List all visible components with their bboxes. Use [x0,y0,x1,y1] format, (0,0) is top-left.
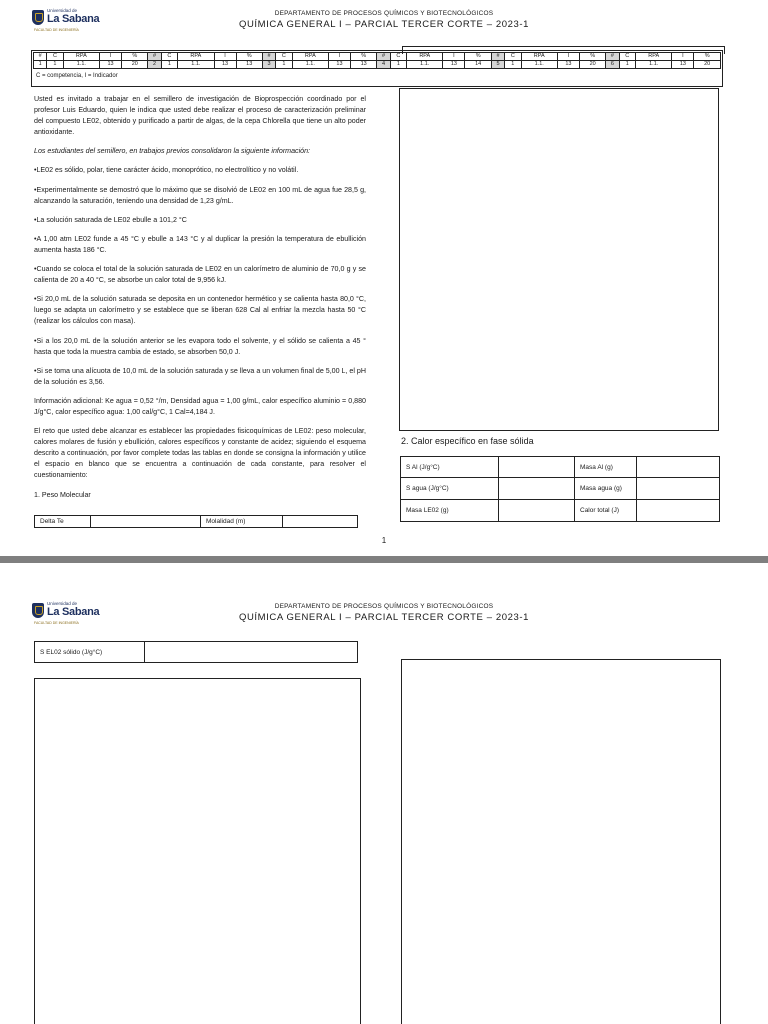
competency-header-cell: % [122,53,148,61]
s-le02-table [34,641,358,663]
logo-tagline: FACULTAD DE INGENIERÍA [34,28,79,32]
competency-header-cell: RPA [178,53,214,61]
statement-paragraph: •LE02 es sólido, polar, tiene carácter ácido, monoprótico, no electrolítico y no volátil. [34,166,299,175]
competency-value-cell: 14 [465,61,491,69]
competency-value-cell: 1 [161,61,178,69]
competency-value-cell: 13 [557,61,579,69]
competency-header-cell: I [443,53,465,61]
s-agua-input[interactable] [499,478,575,500]
competency-value-cell: 1 [619,61,636,69]
peso-molecular-table [34,515,358,528]
competency-header-cell: # [34,53,47,61]
competency-value-cell: 5 [491,61,504,69]
s-le02-label: S EL02 sólido (J/g°C) [35,642,145,663]
logo-tagline: FACULTAD DE INGENIERÍA [34,621,79,625]
page-number: 1 [381,536,387,545]
competency-header-cell: RPA [292,53,328,61]
competency-header-cell: % [236,53,262,61]
statement-paragraph: Usted es invitado a trabajar en el semillero de investigación de Bioprospección coordinado por el profesor Luis Eduardo, quien le indica que usted debe realizar el proceso de caracterización preliminar del compuesto LE02, obtenido y purificado a partir de algas, de la cepa Chlorella que tiene un alto poder antioxidante. [34,95,366,137]
competency-value-cell: 6 [606,61,619,69]
masa-al-label: Masa Al (g) [575,457,637,478]
competency-header-cell: C [390,53,407,61]
calor-especifico-table [400,456,720,522]
section-2-title: 2. Calor específico en fase sólida [401,436,534,446]
masa-agua-label: Masa agua (g) [575,478,637,500]
competency-value-cell: 4 [377,61,390,69]
logo-name: La Sabana [47,13,100,25]
s-al-label: S Al (J/g°C) [401,457,499,478]
competency-note: C = competencia, I = Indicador [36,73,118,79]
competency-value-cell: 1.1. [63,61,99,69]
exam-title: QUÍMICA GENERAL I – PARCIAL TERCER CORTE – 2023-1 [238,19,530,30]
calor-total-label: Calor total (J) [575,500,637,522]
molalidad-label: Molalidad (m) [201,516,283,528]
statement-paragraph: •Si a los 20,0 mL de la solución anterior se les evapora todo el solvente, y el sólido se calienta a 45 ° hasta que toda la muestra cambia de estado, se absorben 50,0 J. [34,336,366,356]
competency-value-cell: 13 [443,61,465,69]
competency-header-cell: RPA [63,53,99,61]
competency-value-cell: 13 [350,61,376,69]
competency-header-cell: # [148,53,161,61]
competency-value-cell: 2 [148,61,161,69]
logo-small-text: Universidad de [47,8,78,13]
competency-header-cell: % [579,53,605,61]
competency-header-cell: # [262,53,275,61]
competency-value-cell: 3 [262,61,275,69]
competency-value-cell: 13 [672,61,694,69]
competency-header-cell: I [557,53,579,61]
s-agua-label: S agua (J/g°C) [401,478,499,500]
statement-paragraph: Los estudiantes del semillero, en trabajos previos consolidaron la siguiente información: [34,147,311,156]
masa-al-input[interactable] [637,457,720,478]
competency-header-cell: I [100,53,122,61]
s-al-input[interactable] [499,457,575,478]
statement-paragraph: •Si se toma una alícuota de 10,0 mL de la solución saturada y se lleva a un volumen final de 5,00 L, el pH de la solución es 3,56. [34,366,366,386]
competency-header-cell: % [350,53,376,61]
competency-value-cell: 13 [328,61,350,69]
statement-paragraph: Información adicional: Ke agua = 0,52 °/m, Densidad agua = 1,00 g/mL, calor específico aluminio = 0,880 J/g°C, calor específico agua: 1,00 cal/g°C, 1 Cal=4,184 J. [34,396,366,416]
competency-header-cell: RPA [636,53,672,61]
competency-header-cell: I [328,53,350,61]
molalidad-input[interactable] [283,516,358,528]
competency-header-cell: % [694,53,721,61]
masa-le02-input[interactable] [499,500,575,522]
competency-value-cell: 1 [505,61,522,69]
competency-value-cell: 1 [47,61,64,69]
competency-header-cell: # [377,53,390,61]
competency-values-row [34,61,721,69]
competency-header-cell: C [505,53,522,61]
competency-table [33,52,721,69]
statement-paragraph: El reto que usted debe alcanzar es establecer las propiedades fisicoquímicas de LE02: peso molecular, calores molares de fusión y ebullición, calores específicos y constante de acidez; siguiendo el esquema descrito a continuación, por favor complete todas las tablas en donde se consigna la información y utilice el espacio en blanco que se encuentra a continuación de cada constante, para resolver el cuestionamiento: [34,427,366,480]
problem-statement [34,94,366,509]
competency-header-cell: # [606,53,619,61]
competency-value-cell: 1.1. [292,61,328,69]
competency-header-row [34,53,721,61]
competency-header-cell: RPA [407,53,443,61]
competency-header-cell: I [214,53,236,61]
competency-header-cell: I [672,53,694,61]
statement-paragraph: •Experimentalmente se demostró que lo máximo que se disolvió de LE02 en 100 mL de agua fue 28,5 g, alcanzando la saturación, teniendo una densidad de 1,23 g/mL. [34,185,366,205]
statement-paragraph: •A 1,00 atm LE02 funde a 45 °C y ebulle a 143 °C y al duplicar la presión la temperatura de ebullición aumenta hasta 186 °C. [34,234,366,254]
delta-te-input[interactable] [91,516,201,528]
statement-paragraph: 1. Peso Molecular [34,490,91,499]
statement-paragraph: •Si 20,0 mL de la solución saturada se deposita en un contenedor hermético y se calienta hasta 80,0 °C, luego se adapta un calorímetro y se establece que se liberan 628 Cal al enfriar la mezcla hasta 50 °C (realizar los cálculos con masa). [34,295,366,326]
competency-value-cell: 1.1. [407,61,443,69]
competency-value-cell: 20 [579,61,605,69]
competency-value-cell: 13 [214,61,236,69]
competency-value-cell: 1 [390,61,407,69]
competency-value-cell: 20 [694,61,721,69]
competency-header-cell: RPA [521,53,557,61]
department-name: DEPARTAMENTO DE PROCESOS QUÍMICOS Y BIOTECNOLÓGICOS [274,10,494,17]
competency-header-cell: # [491,53,504,61]
competency-value-cell: 1 [276,61,293,69]
competency-header-cell: C [619,53,636,61]
competency-header-cell: C [276,53,293,61]
department-name-page-2: DEPARTAMENTO DE PROCESOS QUÍMICOS Y BIOTECNOLÓGICOS [274,603,494,610]
competency-value-cell: 1 [34,61,47,69]
delta-te-label: Delta Te [35,516,91,528]
masa-agua-input[interactable] [637,478,720,500]
calor-total-input[interactable] [637,500,720,522]
exam-title-page-2: QUÍMICA GENERAL I – PARCIAL TERCER CORTE – 2023-1 [238,612,530,623]
answer-space-right[interactable] [401,659,721,1024]
s-le02-input[interactable] [145,642,358,663]
competency-value-cell: 1.1. [521,61,557,69]
answer-space-left[interactable] [34,678,361,1024]
competency-header-cell: C [161,53,178,61]
competency-value-cell: 20 [122,61,148,69]
page-2 [0,563,768,1024]
statement-paragraph: •Cuando se coloca el total de la solución saturada de LE02 en un calorímetro de aluminio de 70,0 g y se calienta de 20 a 40 °C, se absorbe un calor total de 9,956 kJ. [34,265,366,285]
competency-value-cell: 1.1. [636,61,672,69]
competency-header-cell: % [465,53,491,61]
answer-space-box[interactable] [399,88,719,431]
logo-name: La Sabana [47,606,100,618]
competency-value-cell: 1.1. [178,61,214,69]
logo-small-text: Universidad de [47,601,78,606]
competency-value-cell: 13 [100,61,122,69]
masa-le02-label: Masa LE02 (g) [401,500,499,522]
competency-header-cell: C [47,53,64,61]
competency-value-cell: 13 [236,61,262,69]
statement-paragraph: •La solución saturada de LE02 ebulle a 101,2 °C [34,215,187,224]
